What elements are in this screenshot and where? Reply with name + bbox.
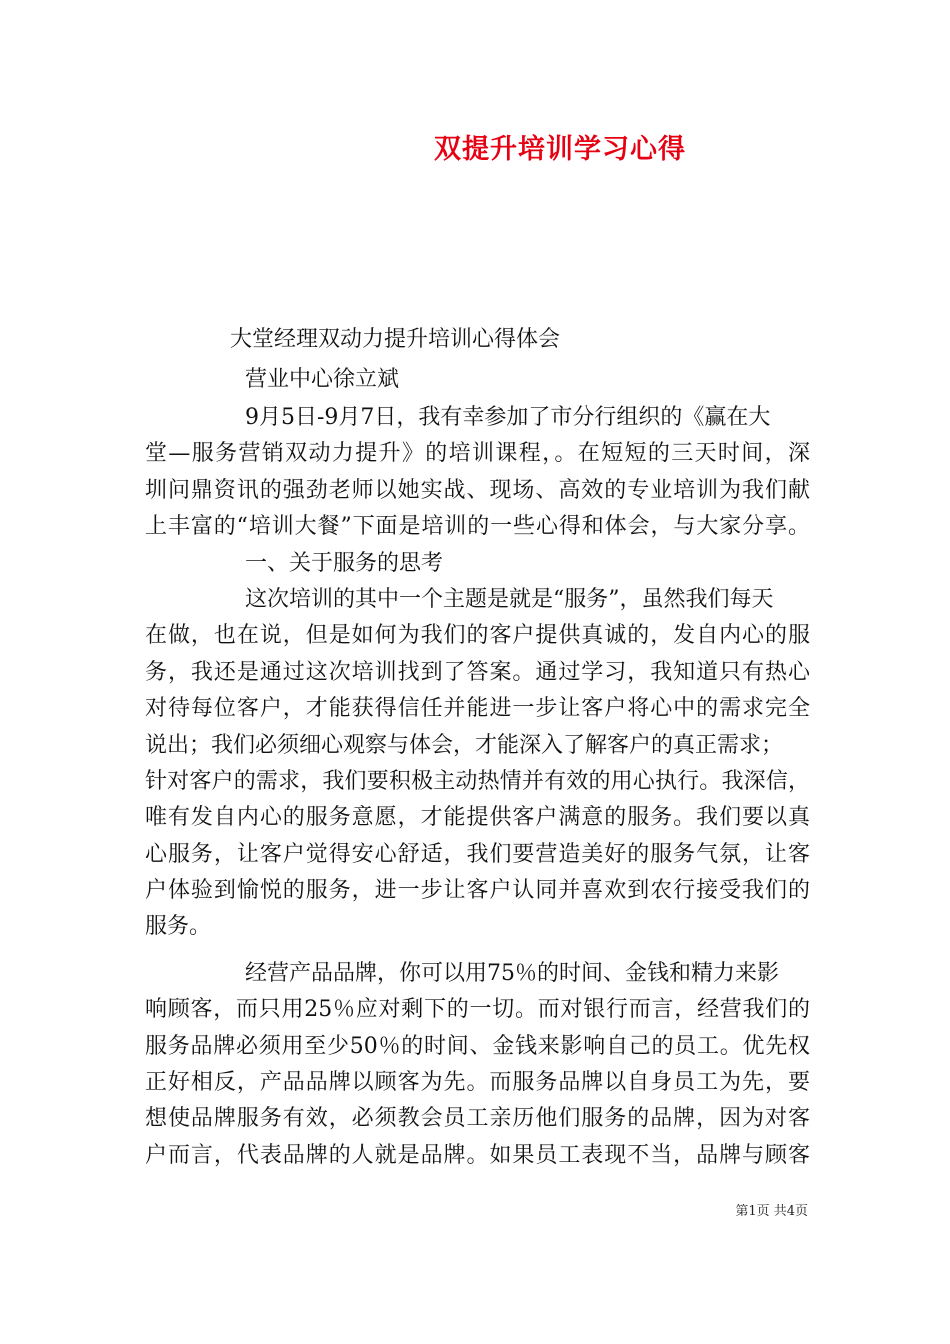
text-line: 在做，也在说，但是如何为我们的客户提供真诚的，发自内心的服: [145, 623, 810, 649]
document-body: [145, 400, 810, 1174]
author-line: 营业中心徐立斌: [245, 367, 400, 392]
paragraph-intro: [145, 400, 810, 546]
text-line: 这次培训的其中一个主题是就是“服务”，虽然我们每天: [245, 586, 774, 612]
text-line: 说出；我们必须细心观察与体会，才能深入了解客户的真正需求；: [145, 732, 784, 758]
text-line: 经营产品品牌，你可以用75％的时间、金钱和精力来影: [245, 960, 779, 986]
text-line: 服务品牌必须用至少50％的时间、金钱来影响自己的员工。优先权: [145, 1033, 810, 1059]
text-line: 上丰富的“培训大餐”下面是培训的一些心得和体会，与大家分享。: [145, 514, 810, 540]
paragraph-service: [145, 582, 810, 946]
paragraph-brand: [145, 956, 810, 1174]
text-line: 圳问鼎资讯的强劲老师以她实战、现场、高效的专业培训为我们献: [145, 477, 810, 503]
text-line: 对待每位客户，才能获得信任并能进一步让客户将心中的需求完全: [145, 696, 810, 722]
page-number: 第1页 共4页: [735, 1204, 808, 1219]
text-line: 户体验到愉悦的服务，进一步让客户认同并喜欢到农行接受我们的: [145, 878, 810, 904]
text-line: 想使品牌服务有效，必须教会员工亲历他们服务的品牌，因为对客: [145, 1106, 810, 1132]
text-line: 针对客户的需求，我们要积极主动热情并有效的用心执行。我深信，: [145, 768, 810, 794]
text-line: 唯有发自内心的服务意愿，才能提供客户满意的服务。我们要以真: [145, 805, 810, 831]
text-line: 堂—服务营销双动力提升》的培训课程，。在短短的三天时间，深: [145, 441, 810, 467]
text-line: 心服务，让客户觉得安心舒适，我们要营造美好的服务气氛，让客: [145, 841, 810, 867]
document-title: 双提升培训学习心得: [434, 134, 686, 165]
article-heading: 大堂经理双动力提升培训心得体会: [230, 327, 561, 352]
paragraph-gap: [145, 946, 810, 956]
text-line: 9月5日-9月7日，我有幸参加了市分行组织的《赢在大: [245, 405, 771, 430]
text-line: 服务。: [145, 914, 212, 940]
text-line: 户而言，代表品牌的人就是品牌。如果员工表现不当，品牌与顾客: [145, 1142, 810, 1168]
text-line: 响顾客，而只用25％应对剩下的一切。而对银行而言，经营我们的: [145, 997, 810, 1023]
text-line: 正好相反，产品品牌以顾客为先。而服务品牌以自身员工为先，要: [145, 1070, 810, 1096]
section-title: 一、关于服务的思考: [245, 550, 444, 576]
text-line: 务，我还是通过这次培训找到了答案。通过学习，我知道只有热心: [145, 659, 810, 685]
